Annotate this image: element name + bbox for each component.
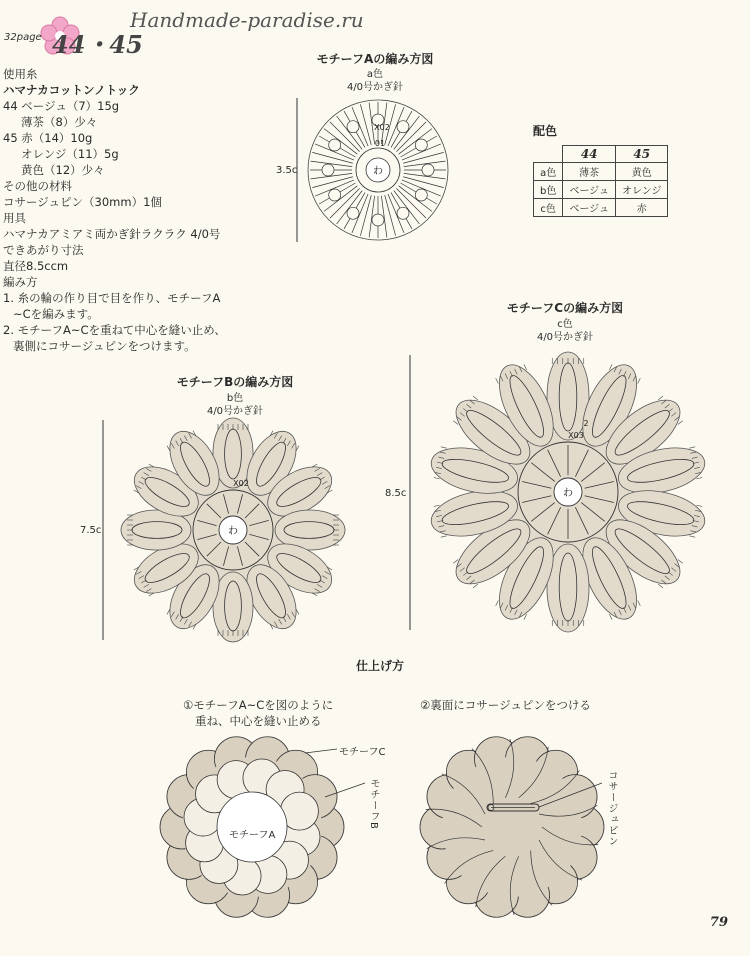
- table-cell: ベージュ: [563, 181, 616, 199]
- materials-line: できあがり寸法: [3, 243, 84, 257]
- motif-b-diagram: [98, 415, 360, 650]
- materials-line: 2. モチーフA~Cを重ねて中心を縫い止め、: [3, 323, 226, 337]
- table-cell: 赤: [615, 199, 668, 217]
- page-number: 79: [709, 915, 728, 930]
- table-cell: 薄茶: [563, 163, 616, 181]
- motif-a-diagram: [290, 92, 460, 257]
- materials-list: [3, 66, 243, 354]
- motif-a-round-label: 01: [374, 139, 386, 148]
- motif-a-size: 3.5c: [276, 165, 298, 176]
- materials-line: ~Cを編みます。: [13, 307, 99, 321]
- motif-a-label: モチーフA: [229, 830, 276, 841]
- table-cell: c色: [534, 199, 563, 217]
- motif-c-round-label: X03: [568, 431, 584, 440]
- motif-c-round-label: 2: [583, 419, 589, 428]
- assembly-back-diagram: [415, 735, 615, 920]
- motif-a-hook: 4/0号かぎ針: [346, 82, 404, 93]
- motif-c-title: モチーフCの編み方図: [506, 301, 624, 315]
- motif-b-hook: 4/0号かぎ針: [206, 406, 264, 417]
- table-cell: 黄色: [615, 163, 668, 181]
- materials-line: 1. 糸の輪の作り目で目を作り、モチーフA: [3, 291, 221, 305]
- table-row: [534, 199, 668, 217]
- motif-a-color: a色: [366, 69, 384, 80]
- watermark: Handmade-paradise.ru: [130, 8, 364, 32]
- motif-c-hook: 4/0号かぎ針: [536, 332, 594, 343]
- motif-a-center-label: わ: [373, 166, 383, 177]
- color-table-title: 配色: [533, 124, 558, 138]
- motif-b-title: モチーフBの編み方図: [176, 375, 294, 389]
- materials-line: 使用糸: [3, 67, 38, 81]
- motif-c-size: 8.5c: [385, 488, 407, 499]
- pattern-number: 44・45: [52, 30, 143, 59]
- materials-line: 編み方: [3, 275, 38, 289]
- motif-a-round-label: X02: [374, 123, 390, 132]
- materials-line: 用具: [3, 211, 26, 225]
- motif-b-label: モチーフB: [368, 778, 379, 830]
- materials-line: 黄色（12）少々: [21, 163, 105, 177]
- table-cell: ベージュ: [563, 199, 616, 217]
- table-row: [534, 181, 668, 199]
- motif-c-color: c色: [557, 319, 573, 330]
- materials-line: コサージュピン（30mm）1個: [3, 195, 162, 209]
- color-table-header: 45: [615, 146, 668, 163]
- table-cell: b色: [534, 181, 563, 199]
- motif-b-center-label: わ: [228, 526, 238, 537]
- table-row: [534, 163, 668, 181]
- motif-c-diagram: [405, 345, 735, 635]
- step-2-text: ②裏面にコサージュピンをつける: [420, 698, 591, 712]
- step-1-line-2: 重ね、中心を縫い止める: [195, 714, 322, 728]
- motif-a-title: モチーフAの編み方図: [316, 52, 434, 66]
- motif-b-color: b色: [226, 393, 244, 404]
- materials-line: 裏側にコサージュピンをつけます。: [13, 339, 196, 353]
- materials-line: 直径8.5ccm: [3, 259, 69, 273]
- finishing-title: 仕上げ方: [355, 659, 404, 673]
- motif-c-center-label: わ: [563, 488, 573, 499]
- table-cell: オレンジ: [615, 181, 668, 199]
- motif-c-label: モチーフC: [339, 747, 386, 758]
- motif-b-round-label: X02: [233, 479, 249, 488]
- materials-line: オレンジ（11）5g: [21, 147, 119, 161]
- page-label: 32page: [4, 32, 42, 43]
- brooch-pin-label: コサージュピン: [606, 770, 617, 847]
- color-table: [533, 145, 668, 217]
- materials-line: その他の材料: [3, 179, 72, 193]
- motif-b-size: 7.5c: [80, 525, 102, 536]
- materials-line: 薄茶（8）少々: [21, 115, 98, 129]
- step-1-line-1: ①モチーフA~Cを図のように: [183, 698, 334, 712]
- materials-line: ハマナカコットンノトック: [3, 83, 140, 97]
- color-table-header: [534, 146, 563, 163]
- materials-line: ハマナカアミアミ両かぎ針ラクラク 4/0号: [3, 227, 221, 241]
- materials-line: 45 赤（14）10g: [3, 131, 93, 145]
- color-table-header: 44: [563, 146, 616, 163]
- table-cell: a色: [534, 163, 563, 181]
- materials-line: 44 ベージュ（7）15g: [3, 99, 120, 113]
